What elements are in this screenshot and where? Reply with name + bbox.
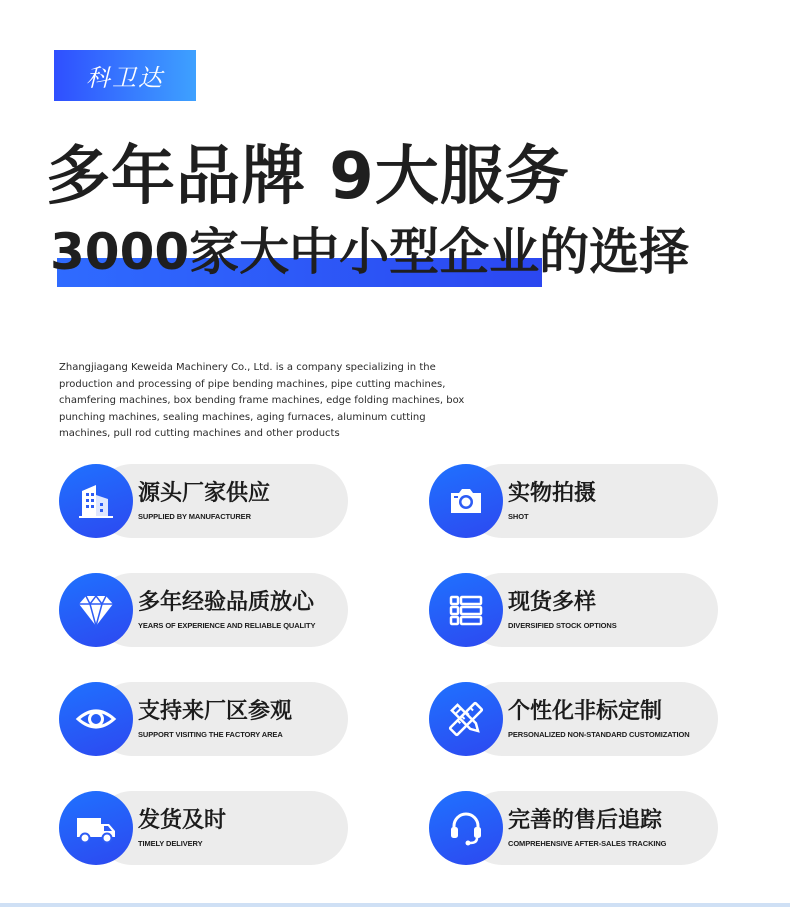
- building-icon: [76, 481, 116, 521]
- feature-card-stock: [429, 573, 719, 647]
- feature-icon-circle: [59, 573, 133, 647]
- feature-card-quality: [59, 573, 349, 647]
- feature-title: 发货及时: [138, 808, 227, 833]
- feature-subtitle: SUPPLIED BY MANUFACTURER: [138, 512, 251, 521]
- feature-card-after-sales: [429, 791, 719, 865]
- feature-icon-circle: [429, 682, 503, 756]
- feature-icon-circle: [59, 791, 133, 865]
- bottom-divider: [0, 903, 790, 907]
- feature-icon-circle: [429, 573, 503, 647]
- feature-card-source-supply: [59, 464, 349, 538]
- truck-icon: [74, 808, 118, 848]
- feature-subtitle: PERSONALIZED NON-STANDARD CUSTOMIZATION: [508, 730, 690, 739]
- company-description: Zhangjiagang Keweida Machinery Co., Ltd. is a company specializing in the production and processing of pipe bending machines, pipe cutting machines, chamfering machines, box bending frame machines, edge folding machines, box punching machines, sealing machines, aging furnaces, aluminum cutting machines, pull rod cutting machines and other products: [59, 362, 465, 439]
- camera-icon: [446, 481, 486, 521]
- feature-card-delivery: [59, 791, 349, 865]
- pencil-ruler-icon: [446, 699, 486, 739]
- feature-subtitle: COMPREHENSIVE AFTER-SALES TRACKING: [508, 839, 667, 848]
- feature-card-customization: [429, 682, 719, 756]
- feature-title: 支持来厂区参观: [138, 699, 293, 724]
- feature-subtitle: SUPPORT VISITING THE FACTORY AREA: [138, 730, 283, 739]
- feature-icon-circle: [59, 682, 133, 756]
- brand-badge: [54, 50, 196, 101]
- feature-title: 个性化非标定制: [508, 699, 663, 724]
- feature-icon-circle: [429, 791, 503, 865]
- feature-card-factory-visit: [59, 682, 349, 756]
- feature-title: 源头厂家供应: [138, 481, 271, 506]
- feature-title: 多年经验品质放心: [138, 590, 315, 615]
- diamond-icon: [75, 590, 117, 630]
- feature-card-real-shot: [429, 464, 719, 538]
- feature-subtitle: YEARS OF EXPERIENCE AND RELIABLE QUALITY: [138, 621, 316, 630]
- headset-icon: [446, 808, 486, 848]
- feature-icon-circle: [429, 464, 503, 538]
- feature-title: 实物拍摄: [508, 481, 597, 506]
- feature-subtitle: SHOT: [508, 512, 529, 521]
- list-icon: [446, 590, 486, 630]
- eye-icon: [75, 699, 117, 739]
- feature-title: 现货多样: [508, 590, 597, 615]
- feature-icon-circle: [59, 464, 133, 538]
- headline-primary: 多年品牌 9大服务: [46, 140, 570, 214]
- brand-name: 科卫达: [86, 64, 164, 92]
- headline-secondary: 3000家大中小型企业的选择: [50, 223, 690, 281]
- feature-subtitle: DIVERSIFIED STOCK OPTIONS: [508, 621, 617, 630]
- feature-title: 完善的售后追踪: [508, 808, 663, 833]
- feature-subtitle: TIMELY DELIVERY: [138, 839, 203, 848]
